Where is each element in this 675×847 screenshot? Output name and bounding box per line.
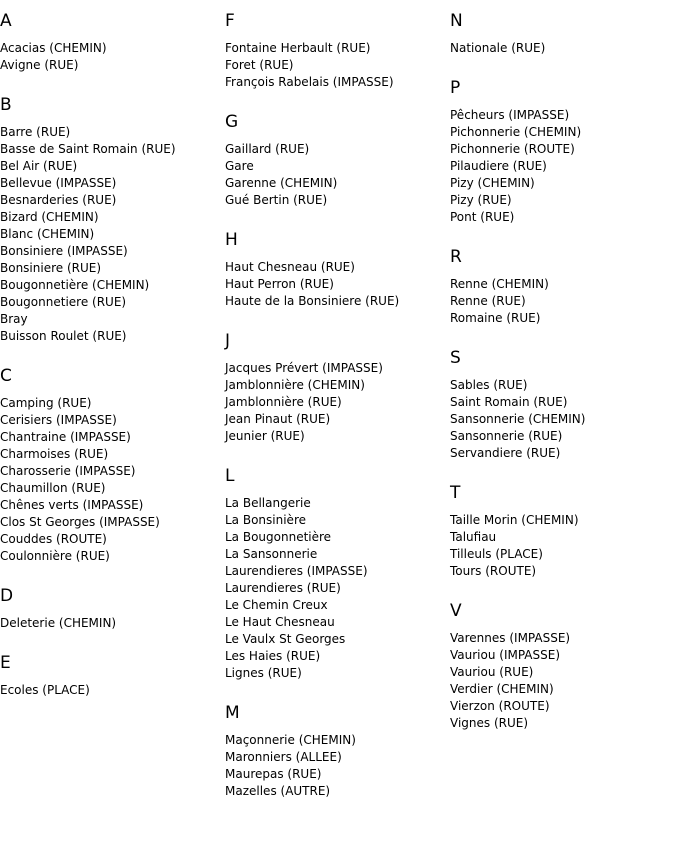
street-link[interactable]: Bougonnetière (CHEMIN)	[0, 278, 150, 292]
street-link[interactable]: Servandiere (RUE)	[450, 446, 561, 460]
letter-section-j	[225, 330, 445, 445]
directory-column	[450, 10, 670, 752]
letter-section-a	[0, 10, 220, 74]
street-link[interactable]: Blanc (CHEMIN)	[0, 227, 95, 241]
street-link[interactable]: Pilaudiere (RUE)	[450, 159, 547, 173]
street-link[interactable]: Bizard (CHEMIN)	[0, 210, 99, 224]
letter-section-e	[0, 652, 220, 699]
street-link[interactable]: Sansonnerie (RUE)	[450, 429, 563, 443]
street-link[interactable]: Chantraine (IMPASSE)	[0, 430, 131, 444]
letter-section-c	[0, 365, 220, 565]
street-link[interactable]: Gare	[225, 159, 254, 173]
street-list	[450, 377, 670, 462]
street-link[interactable]: La Bellangerie	[225, 496, 311, 510]
section-letter-heading: J	[225, 331, 231, 351]
street-list	[0, 395, 220, 565]
street-link[interactable]: Garenne (CHEMIN)	[225, 176, 338, 190]
letter-section-d	[0, 585, 220, 632]
street-link[interactable]: Laurendieres (IMPASSE)	[225, 564, 368, 578]
street-link[interactable]: Jean Pinaut (RUE)	[225, 412, 331, 426]
letter-section-r	[450, 246, 670, 327]
section-letter-heading: G	[225, 112, 239, 132]
street-link[interactable]: Charosserie (IMPASSE)	[0, 464, 136, 478]
street-link[interactable]: Haute de la Bonsiniere (RUE)	[225, 294, 400, 308]
street-list	[0, 615, 220, 632]
street-list	[450, 512, 670, 580]
street-link[interactable]: Sables (RUE)	[450, 378, 528, 392]
street-link[interactable]: Vierzon (ROUTE)	[450, 699, 550, 713]
section-letter-heading: D	[0, 586, 14, 606]
street-link[interactable]: Maurepas (RUE)	[225, 767, 322, 781]
street-link[interactable]: Bonsiniere (IMPASSE)	[0, 244, 128, 258]
street-link[interactable]: Taille Morin (CHEMIN)	[450, 513, 579, 527]
street-link[interactable]: Avigne (RUE)	[0, 58, 79, 72]
street-link[interactable]: Barre (RUE)	[0, 125, 71, 139]
street-link[interactable]: Coulonnière (RUE)	[0, 549, 110, 563]
letter-section-f	[225, 10, 445, 91]
letter-section-v	[450, 600, 670, 732]
street-link[interactable]: Jacques Prévert (IMPASSE)	[225, 361, 383, 375]
letter-section-t	[450, 482, 670, 580]
letter-section-g	[225, 111, 445, 209]
street-link[interactable]: Sansonnerie (CHEMIN)	[450, 412, 586, 426]
section-letter-heading: E	[0, 653, 11, 673]
street-link[interactable]: Renne (CHEMIN)	[450, 277, 549, 291]
street-link[interactable]: Verdier (CHEMIN)	[450, 682, 554, 696]
street-link[interactable]: Saint Romain (RUE)	[450, 395, 568, 409]
street-link[interactable]: La Bonsinière	[225, 513, 306, 527]
street-link[interactable]: Bellevue (IMPASSE)	[0, 176, 117, 190]
street-link[interactable]: Fontaine Herbault (RUE)	[225, 41, 371, 55]
street-list	[450, 276, 670, 327]
street-link[interactable]: Camping (RUE)	[0, 396, 92, 410]
street-link[interactable]: Clos St Georges (IMPASSE)	[0, 515, 160, 529]
street-link[interactable]: Maçonnerie (CHEMIN)	[225, 733, 356, 747]
street-link[interactable]: Chênes verts (IMPASSE)	[0, 498, 144, 512]
street-link[interactable]: Acacias (CHEMIN)	[0, 41, 107, 55]
street-link[interactable]: Varennes (IMPASSE)	[450, 631, 571, 645]
street-link[interactable]: Bray	[0, 312, 28, 326]
street-link[interactable]: Gué Bertin (RUE)	[225, 193, 328, 207]
section-letter-heading: V	[450, 601, 462, 621]
street-link[interactable]: Tours (ROUTE)	[450, 564, 537, 578]
street-link[interactable]: Jamblonnière (RUE)	[225, 395, 342, 409]
street-link[interactable]: Vauriou (IMPASSE)	[450, 648, 561, 662]
section-letter-heading: B	[0, 95, 12, 115]
street-link[interactable]: Basse de Saint Romain (RUE)	[0, 142, 176, 156]
street-link[interactable]: Pont (RUE)	[450, 210, 515, 224]
street-link[interactable]: Maronniers (ALLEE)	[225, 750, 342, 764]
street-link[interactable]: Bonsiniere (RUE)	[0, 261, 102, 275]
section-letter-heading: P	[450, 78, 461, 98]
street-link[interactable]: Charmoises (RUE)	[0, 447, 109, 461]
street-link[interactable]: Bougonnetiere (RUE)	[0, 295, 127, 309]
street-link[interactable]: Haut Chesneau (RUE)	[225, 260, 355, 274]
street-list	[225, 732, 445, 800]
section-letter-heading: S	[450, 348, 461, 368]
street-link[interactable]: François Rabelais (IMPASSE)	[225, 75, 394, 89]
street-link[interactable]: Le Chemin Creux	[225, 598, 328, 612]
section-letter-heading: C	[0, 366, 12, 386]
street-link[interactable]: Pichonnerie (ROUTE)	[450, 142, 575, 156]
section-letter-heading: H	[225, 230, 238, 250]
street-link[interactable]: La Sansonnerie	[225, 547, 318, 561]
street-list	[450, 107, 670, 226]
section-letter-heading: N	[450, 11, 463, 31]
directory-column	[225, 10, 445, 820]
street-list	[225, 40, 445, 91]
street-link[interactable]: Les Haies (RUE)	[225, 649, 321, 663]
street-link[interactable]: Chaumillon (RUE)	[0, 481, 106, 495]
street-link[interactable]: Pichonnerie (CHEMIN)	[450, 125, 582, 139]
section-letter-heading: R	[450, 247, 462, 267]
street-link[interactable]: Buisson Roulet (RUE)	[0, 329, 127, 343]
street-link[interactable]: Pizy (CHEMIN)	[450, 176, 535, 190]
street-link[interactable]: Le Vaulx St Georges	[225, 632, 346, 646]
street-link[interactable]: Haut Perron (RUE)	[225, 277, 334, 291]
letter-section-p	[450, 77, 670, 226]
street-link[interactable]: Laurendieres (RUE)	[225, 581, 341, 595]
section-letter-heading: F	[225, 11, 235, 31]
letter-section-n	[450, 10, 670, 57]
street-link[interactable]: Ecoles (PLACE)	[0, 683, 90, 697]
street-link[interactable]: Cerisiers (IMPASSE)	[0, 413, 117, 427]
street-link[interactable]: Tilleuls (PLACE)	[450, 547, 543, 561]
street-link[interactable]: Bel Air (RUE)	[0, 159, 78, 173]
street-list	[0, 40, 220, 74]
street-list	[225, 141, 445, 209]
street-link[interactable]: Talufiau	[450, 530, 497, 544]
street-list	[450, 630, 670, 732]
street-link[interactable]: Le Haut Chesneau	[225, 615, 335, 629]
section-letter-heading: T	[450, 483, 461, 503]
street-list	[225, 259, 445, 310]
street-link[interactable]: Vignes (RUE)	[450, 716, 529, 730]
street-list	[450, 40, 670, 57]
street-list	[225, 495, 445, 682]
street-link[interactable]: La Bougonnetière	[225, 530, 332, 544]
street-list	[0, 682, 220, 699]
street-list	[225, 360, 445, 445]
letter-section-h	[225, 229, 445, 310]
street-link[interactable]: Pêcheurs (IMPASSE)	[450, 108, 570, 122]
street-link[interactable]: Romaine (RUE)	[450, 311, 541, 325]
letter-section-l	[225, 465, 445, 682]
street-link[interactable]: Renne (RUE)	[450, 294, 526, 308]
street-link[interactable]: Jamblonnière (CHEMIN)	[225, 378, 365, 392]
directory-column	[0, 10, 220, 719]
street-link[interactable]: Lignes (RUE)	[225, 666, 302, 680]
street-link[interactable]: Vauriou (RUE)	[450, 665, 534, 679]
street-link[interactable]: Jeunier (RUE)	[225, 429, 305, 443]
letter-section-b	[0, 94, 220, 345]
section-letter-heading: L	[225, 466, 235, 486]
street-link[interactable]: Besnarderies (RUE)	[0, 193, 117, 207]
street-link[interactable]: Couddes (ROUTE)	[0, 532, 107, 546]
section-letter-heading: A	[0, 11, 12, 31]
street-list	[0, 124, 220, 345]
section-letter-heading: M	[225, 703, 240, 723]
street-link[interactable]: Foret (RUE)	[225, 58, 294, 72]
letter-section-m	[225, 702, 445, 800]
street-link[interactable]: Deleterie (CHEMIN)	[0, 616, 117, 630]
street-link[interactable]: Pizy (RUE)	[450, 193, 512, 207]
letter-section-s	[450, 347, 670, 462]
street-link[interactable]: Nationale (RUE)	[450, 41, 546, 55]
street-link[interactable]: Gaillard (RUE)	[225, 142, 310, 156]
street-link[interactable]: Mazelles (AUTRE)	[225, 784, 331, 798]
